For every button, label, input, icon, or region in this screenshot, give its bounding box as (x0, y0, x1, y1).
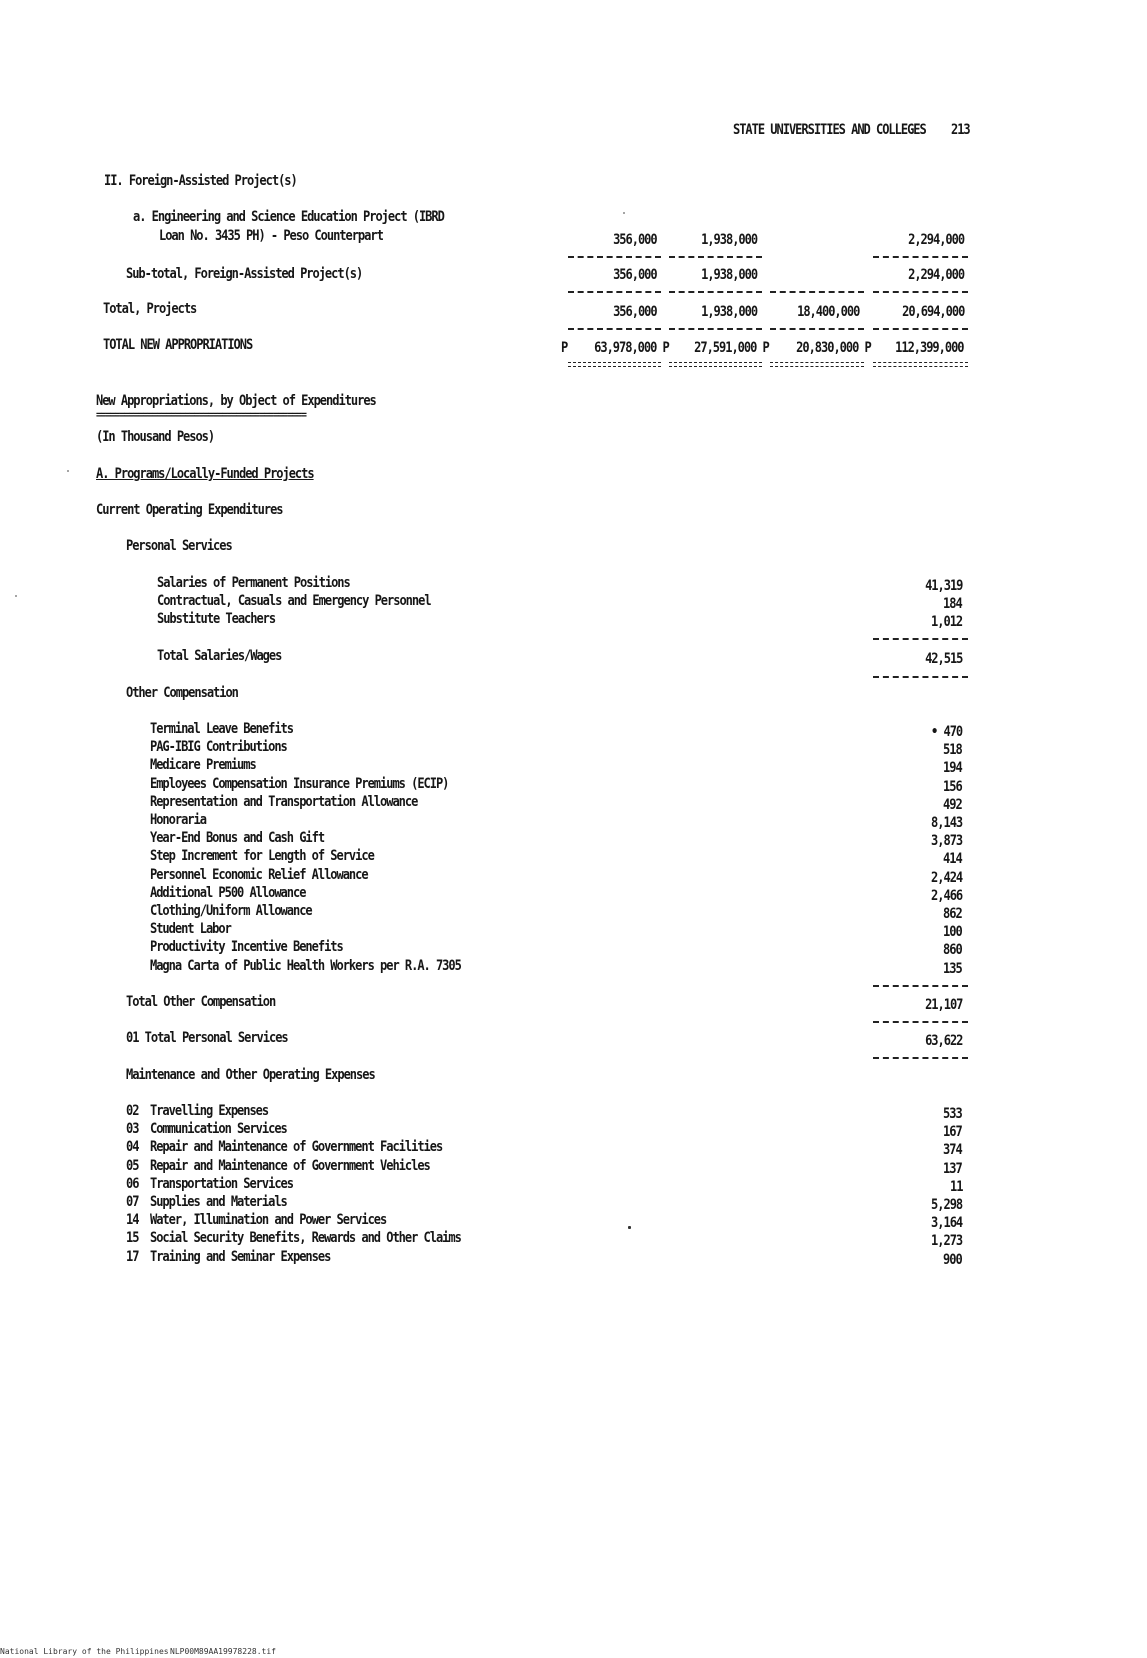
salary-value: 184 (943, 596, 962, 612)
other-comp-label: Clothing/Uniform Allowance (150, 903, 312, 919)
other-comp-label: Personnel Economic Relief Allowance (150, 867, 368, 883)
mooe-label: Travelling Expenses (150, 1103, 269, 1119)
subtotal-col1: 356,000 (613, 267, 657, 283)
other-comp-value: 862 (943, 906, 962, 922)
mooe-value: 137 (943, 1161, 962, 1177)
mooe-label: Communication Services (150, 1121, 287, 1137)
rule (568, 256, 661, 258)
other-comp-label: Productivity Incentive Benefits (150, 939, 343, 955)
mooe-heading: Maintenance and Other Operating Expenses (126, 1067, 375, 1083)
rule (873, 1021, 968, 1023)
grand-col4: 112,399,000 (895, 340, 964, 356)
rule (669, 328, 762, 330)
objects-title: New Appropriations, by Object of Expenditures (96, 393, 376, 409)
other-comp-label: Student Labor (150, 921, 231, 937)
grand-col3: 20,830,000 P (796, 340, 871, 356)
mooe-value: 533 (943, 1106, 962, 1122)
other-comp-value: 194 (943, 760, 962, 776)
total-col1: 356,000 (613, 304, 657, 320)
objects-title-rule: ============================================= (96, 408, 306, 421)
other-comp-value: 8,143 (930, 815, 962, 831)
other-comp-value: 100 (943, 924, 962, 940)
mooe-label: Supplies and Materials (150, 1194, 287, 1210)
other-comp-value: 3,873 (930, 833, 962, 849)
other-comp-label: Employees Compensation Insurance Premiums (ECIP) (150, 776, 449, 792)
total-salaries-label: Total Salaries/Wages (157, 648, 282, 664)
scan-speck (15, 595, 17, 597)
mooe-code: 17 (126, 1249, 139, 1265)
total-other-comp-label: Total Other Compensation (126, 994, 276, 1010)
double-rule (873, 362, 968, 367)
other-comp-label: Representation and Transportation Allowance (150, 794, 418, 810)
current-opex-heading: Current Operating Expenditures (96, 502, 283, 518)
mooe-value: 167 (943, 1124, 962, 1140)
footer-file: NLP00M89AA19978228.tif (170, 1647, 276, 1656)
other-comp-value: 135 (943, 961, 962, 977)
other-comp-label: Year-End Bonus and Cash Gift (150, 830, 325, 846)
other-comp-label: Additional P500 Allowance (150, 885, 306, 901)
mooe-label: Water, Illumination and Power Services (150, 1212, 387, 1228)
rule (669, 291, 762, 293)
double-rule (669, 362, 762, 367)
mooe-value: 3,164 (930, 1215, 962, 1231)
other-comp-value: 414 (943, 851, 962, 867)
mooe-label: Repair and Maintenance of Government Facilities (150, 1139, 443, 1155)
item-a-line1: a. Engineering and Science Education Project (IBRD (133, 209, 444, 225)
total-personal-services-value: 63,622 (924, 1033, 962, 1049)
subtotal-col4: 2,294,000 (908, 267, 964, 283)
foreign-heading: II. Foreign-Assisted Project(s) (104, 173, 297, 189)
mooe-value: 5,298 (930, 1197, 962, 1213)
scan-speck (628, 1226, 631, 1229)
other-comp-value: 518 (943, 742, 962, 758)
other-comp-value: 860 (943, 942, 962, 958)
rule (873, 256, 968, 258)
item-a-col4: 2,294,000 (908, 232, 964, 248)
mooe-code: 06 (126, 1176, 139, 1192)
grand-col2: 27,591,000 P (694, 340, 769, 356)
grand-peso-sign: P (561, 340, 568, 356)
total-col2: 1,938,000 (701, 304, 757, 320)
salary-label: Substitute Teachers (157, 611, 276, 627)
other-comp-value: 492 (943, 797, 962, 813)
other-comp-value: 156 (943, 779, 962, 795)
other-comp-value: 2,424 (930, 870, 962, 886)
salary-value: 1,012 (930, 614, 962, 630)
total-personal-services-label: 01 Total Personal Services (126, 1030, 288, 1046)
subtotal-label: Sub-total, Foreign-Assisted Project(s) (126, 266, 363, 282)
scan-speck (623, 212, 625, 214)
total-projects-label: Total, Projects (103, 301, 197, 317)
rule (770, 328, 864, 330)
mooe-code: 03 (126, 1121, 139, 1137)
rule (873, 1057, 968, 1059)
item-a-col2: 1,938,000 (701, 232, 757, 248)
mooe-value: 374 (943, 1142, 962, 1158)
mooe-value: 1,273 (930, 1233, 962, 1249)
rule (873, 291, 968, 293)
total-col3: 18,400,000 (796, 304, 859, 320)
scan-speck (67, 470, 69, 472)
mooe-code: 15 (126, 1230, 139, 1246)
item-a-line2: Loan No. 3435 PH) - Peso Counterpart (159, 228, 383, 244)
units-note: (In Thousand Pesos) (96, 429, 215, 445)
section-a-heading: A. Programs/Locally-Funded Projects (96, 466, 314, 482)
rule (568, 291, 661, 293)
mooe-code: 07 (126, 1194, 139, 1210)
mooe-value: 900 (943, 1252, 962, 1268)
mooe-label: Social Security Benefits, Rewards and Other Claims (150, 1230, 461, 1246)
page-number: 213 (951, 122, 970, 138)
other-comp-label: Step Increment for Length of Service (150, 848, 374, 864)
subtotal-col2: 1,938,000 (701, 267, 757, 283)
total-other-comp-value: 21,107 (924, 997, 962, 1013)
rule (770, 291, 864, 293)
mooe-code: 05 (126, 1158, 139, 1174)
rule (873, 676, 968, 678)
mooe-code: 14 (126, 1212, 139, 1228)
grand-col1: 63,978,000 P (594, 340, 669, 356)
item-a-col1: 356,000 (613, 232, 657, 248)
mooe-code: 04 (126, 1139, 139, 1155)
double-rule (770, 362, 864, 367)
mooe-code: 02 (126, 1103, 139, 1119)
other-comp-value: • 470 (930, 724, 962, 740)
footer-library: National Library of the Philippines (0, 1647, 169, 1656)
salary-label: Salaries of Permanent Positions (157, 575, 350, 591)
other-comp-label: Terminal Leave Benefits (150, 721, 293, 737)
total-col4: 20,694,000 (901, 304, 964, 320)
salary-label: Contractual, Casuals and Emergency Personnel (157, 593, 431, 609)
personal-services-heading: Personal Services (126, 538, 232, 554)
rule (669, 256, 762, 258)
other-comp-label: Medicare Premiums (150, 757, 256, 773)
other-comp-heading: Other Compensation (126, 685, 238, 701)
other-comp-label: Honoraria (150, 812, 206, 828)
mooe-value: 11 (949, 1179, 962, 1195)
rule (873, 638, 968, 640)
double-rule (568, 362, 661, 367)
other-comp-label: Magna Carta of Public Health Workers per R.A. 7305 (150, 958, 461, 974)
salary-value: 41,319 (924, 578, 962, 594)
rule (568, 328, 661, 330)
mooe-label: Transportation Services (150, 1176, 293, 1192)
running-title: STATE UNIVERSITIES AND COLLEGES (733, 122, 926, 138)
other-comp-value: 2,466 (930, 888, 962, 904)
rule (873, 985, 968, 987)
mooe-label: Training and Seminar Expenses (150, 1249, 331, 1265)
mooe-label: Repair and Maintenance of Government Vehicles (150, 1158, 430, 1174)
total-salaries-value: 42,515 (924, 651, 962, 667)
grand-total-label: TOTAL NEW APPROPRIATIONS (103, 337, 253, 353)
other-comp-label: PAG-IBIG Contributions (150, 739, 287, 755)
rule (873, 328, 968, 330)
